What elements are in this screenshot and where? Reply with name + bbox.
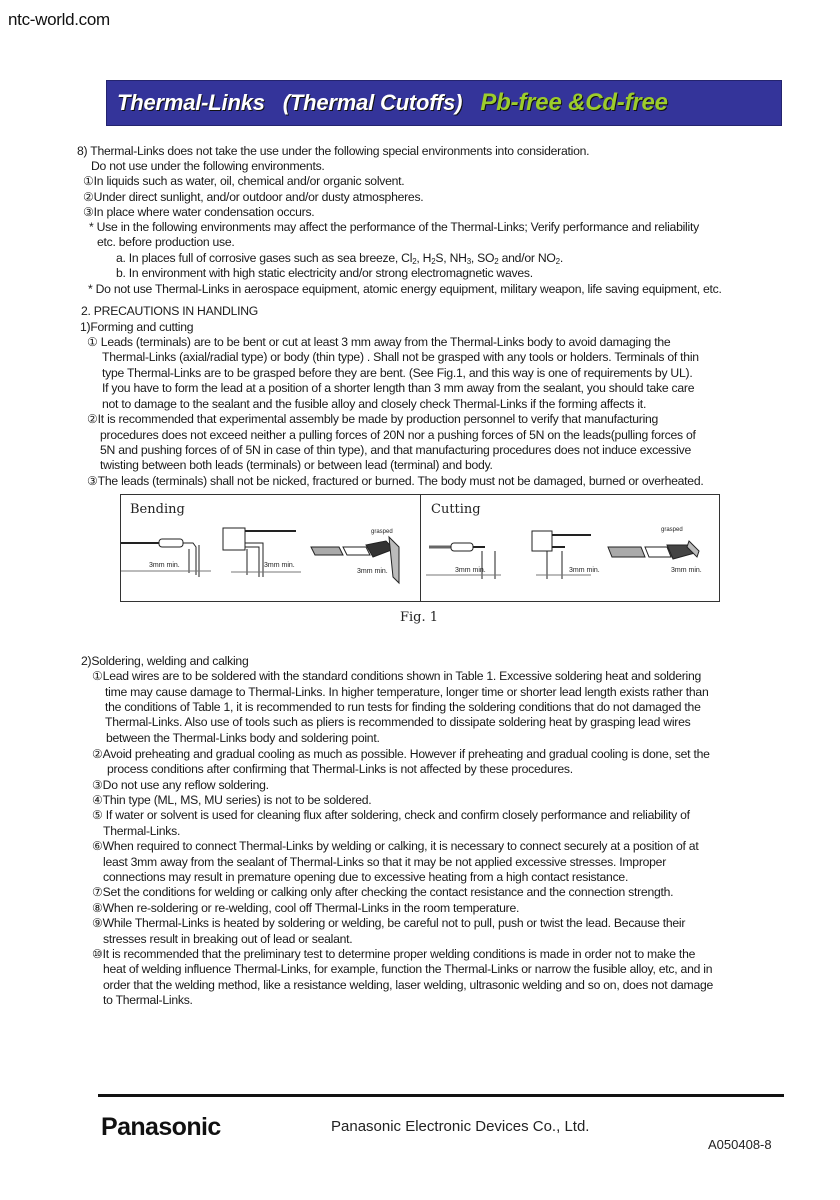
banner-badge: Pb-free &Cd-free bbox=[480, 89, 668, 116]
forming-item1: type Thermal-Links are to be grasped before they are bent. (See Fig.1, and this way is one of requirements by UL). bbox=[102, 366, 693, 380]
soldering-item1: Thermal-Links. Also use of tools such as pliers is recommended to dissipate soldering heat by grasping lead wires bbox=[105, 715, 691, 729]
soldering-item10: heat of welding influence Thermal-Links, for example, function the Thermal-Links or narrow the fusible alloy, etc, and in bbox=[103, 962, 713, 976]
panasonic-logo: Panasonic bbox=[101, 1113, 221, 1141]
figure-caption: Fig. 1 bbox=[400, 610, 439, 625]
soldering-item7: ⑦Set the conditions for welding or calking only after checking the contact resistance and the connection strength. bbox=[92, 885, 674, 899]
document-number: A050408-8 bbox=[708, 1137, 772, 1152]
section8-sub-b: b. In environment with high static electricity and/or strong electromagnetic waves. bbox=[116, 266, 533, 280]
section8-note: * Use in the following environments may affect the performance of the Thermal-Links; Verify performance and reliability bbox=[89, 220, 699, 234]
dim-label: 3mm min. bbox=[357, 568, 388, 575]
figure-1 bbox=[120, 494, 720, 602]
section2-heading: 2. PRECAUTIONS IN HANDLING bbox=[81, 304, 259, 318]
section8-item: ①In liquids such as water, oil, chemical and/or organic solvent. bbox=[83, 174, 405, 188]
cutting-label: Cutting bbox=[431, 502, 481, 517]
soldering-item1: ①Lead wires are to be soldered with the standard conditions shown in Table 1. Excessive soldering heat and soldering bbox=[92, 669, 702, 683]
section8-heading: 8) Thermal-Links does not take the use under the following special environments into consideration. bbox=[77, 144, 590, 158]
dim-label: 3mm min. bbox=[671, 567, 702, 574]
grasped-label: grasped bbox=[371, 529, 393, 535]
section8-note: etc. before production use. bbox=[97, 235, 235, 249]
forming-item2: procedures does not exceed neither a pulling forces of 20N nor a pushing forces of 5N on the leads(pulling forces of bbox=[100, 428, 696, 442]
bending-axial-drawing bbox=[121, 539, 211, 577]
soldering-item9: stresses result in breaking out of lead or sealant. bbox=[103, 932, 353, 946]
soldering-item6: least 3mm away from the sealant of Thermal-Links so that it may be not applied excessive stresses. Improper bbox=[103, 855, 667, 869]
soldering-item4: ④Thin type (ML, MS, MU series) is not to be soldered. bbox=[92, 793, 372, 807]
soldering-item5: ⑤ If water or solvent is used for cleaning flux after soldering, check and confirm closely performance and reliability of bbox=[92, 808, 690, 822]
forming-item2: ②It is recommended that experimental assembly be made by production personnel to verify that manufacturing bbox=[87, 412, 659, 426]
dim-label: 3mm min. bbox=[149, 562, 180, 569]
section8-item: ③In place where water condensation occurs. bbox=[83, 205, 315, 219]
forming-item2: 5N and pushing forces of of 5N in case of thin type), and that manufacturing procedures does not induce excessive bbox=[100, 443, 691, 457]
banner-title: Thermal-Links bbox=[117, 90, 265, 115]
soldering-item6: ⑥When required to connect Thermal-Links by welding or calking, it is necessary to connect securely at a position of at bbox=[92, 839, 699, 853]
soldering-item9: ⑨While Thermal-Links is heated by soldering or welding, be careful not to pull, push or twist the lead. Because their bbox=[92, 916, 686, 930]
grasped-label: grasped bbox=[661, 527, 683, 533]
forming-item3: ③The leads (terminals) shall not be nicked, fractured or burned. The body must not be damaged, burned or overheated. bbox=[87, 474, 704, 488]
soldering-heading: 2)Soldering, welding and calking bbox=[81, 654, 249, 668]
banner-subtitle: (Thermal Cutoffs) bbox=[282, 90, 463, 115]
soldering-item3: ③Do not use any reflow soldering. bbox=[92, 778, 269, 792]
forming-item2: twisting between both leads (terminals) or between lead (terminal) and body. bbox=[100, 458, 493, 472]
soldering-item1: between the Thermal-Links body and soldering point. bbox=[106, 731, 380, 745]
company-name: Panasonic Electronic Devices Co., Ltd. bbox=[331, 1118, 590, 1135]
section8-intro: Do not use under the following environments. bbox=[91, 159, 325, 173]
bending-radial-drawing bbox=[223, 528, 301, 577]
forming-heading: 1)Forming and cutting bbox=[80, 320, 194, 334]
site-watermark: ntc-world.com bbox=[8, 10, 110, 29]
dim-label: 3mm min. bbox=[569, 567, 600, 574]
dim-label: 3mm min. bbox=[264, 562, 295, 569]
soldering-item8: ⑧When re-soldering or re-welding, cool off Thermal-Links in the room temperature. bbox=[92, 901, 520, 915]
section8-item: ②Under direct sunlight, and/or outdoor and/or dusty atmospheres. bbox=[83, 190, 424, 204]
title-banner bbox=[106, 80, 782, 126]
soldering-item10: ⑩It is recommended that the preliminary test to determine proper welding conditions is made in order not to make the bbox=[92, 947, 696, 961]
soldering-item5: Thermal-Links. bbox=[103, 824, 181, 838]
soldering-item6: connections may result in premature opening due to excessive heating from a high contact resistance. bbox=[103, 870, 629, 884]
soldering-item10: to Thermal-Links. bbox=[103, 993, 193, 1007]
forming-item1: Thermal-Links (axial/radial type) or body (thin type) . Shall not be grasped with any tools or holders. Terminals of thin bbox=[102, 350, 699, 364]
section8-note: * Do not use Thermal-Links in aerospace equipment, atomic energy equipment, military weapon, life saving equipment, etc. bbox=[88, 282, 722, 296]
figure-drawings bbox=[121, 495, 721, 603]
soldering-item2: ②Avoid preheating and gradual cooling as much as possible. However if preheating and gradual cooling is done, set the bbox=[92, 747, 710, 761]
bending-thin-drawing bbox=[311, 537, 399, 583]
forming-item1: ① Leads (terminals) are to be bent or cut at least 3 mm away from the Thermal-Links body to avoid damaging the bbox=[87, 335, 671, 349]
section8-sub-a: a. In places full of corrosive gases such as sea breeze, $Cl_2$, $H_2S$, $NH_3$, $SO_2$ and/or $NO_2$. bbox=[116, 251, 563, 266]
soldering-item10: order that the welding method, like a resistance welding, laser welding, ultrasonic welding and so on, does not damage bbox=[103, 978, 714, 992]
bending-label: Bending bbox=[130, 502, 185, 517]
forming-item1: If you have to form the lead at a position of a shorter length than 3 mm away from the sealant, you should take care bbox=[102, 381, 695, 395]
dim-label: 3mm min. bbox=[455, 567, 486, 574]
cutting-thin-drawing bbox=[608, 541, 699, 559]
soldering-item2: process conditions after confirming that Thermal-Links is not affected by these procedures. bbox=[107, 762, 573, 776]
forming-item1: not to damage to the sealant and the fusible alloy and closely check Thermal-Links if the forming affects it. bbox=[102, 397, 647, 411]
footer-divider bbox=[98, 1094, 784, 1097]
soldering-item1: time may cause damage to Thermal-Links. In higher temperature, longer time or shorter lead length exists rather than bbox=[105, 685, 709, 699]
soldering-item1: the conditions of Table 1, it is recommended to run tests for finding the soldering conditions that do not damaged the bbox=[105, 700, 701, 714]
